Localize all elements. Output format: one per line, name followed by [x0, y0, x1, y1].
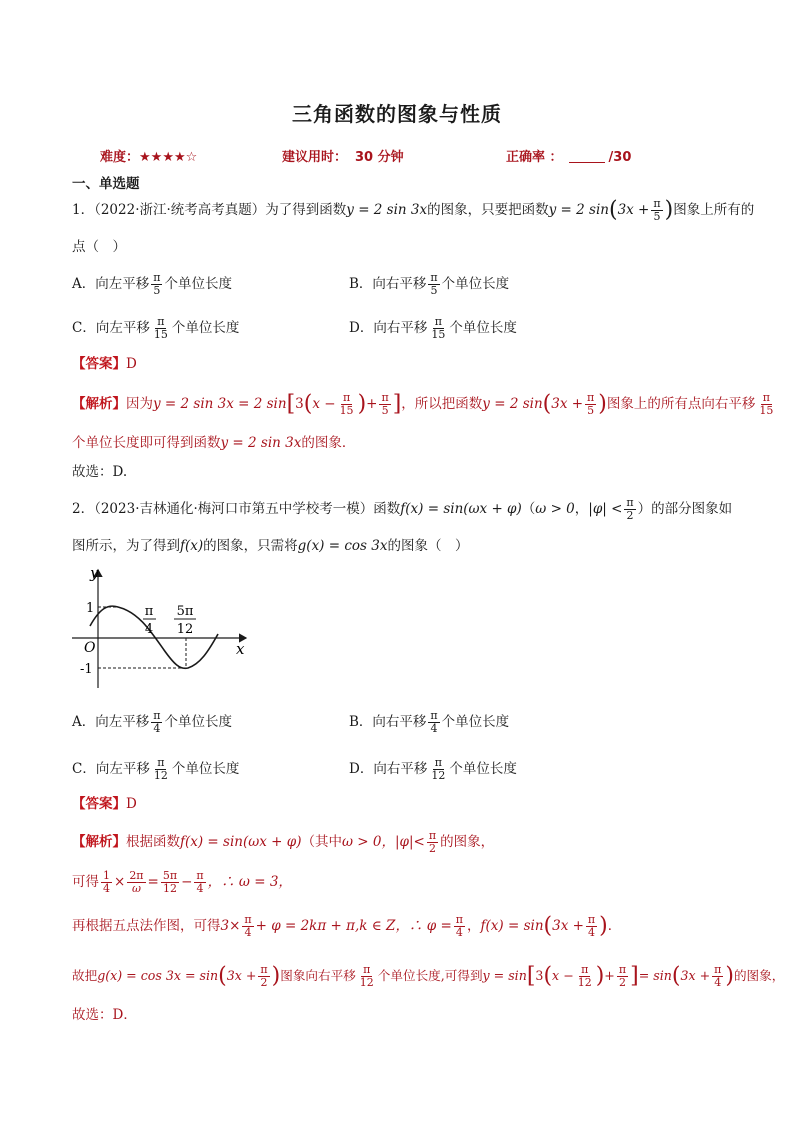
q1-analysis-line1 [72, 392, 777, 417]
frac-den: 4 [714, 976, 722, 989]
q2-sine-graph [68, 560, 258, 692]
frac-num: π [363, 963, 371, 976]
q2-analysis-line1 [72, 830, 494, 855]
q2-a2-frac2 [127, 870, 145, 895]
q1-a-lparen2: ( [542, 391, 552, 417]
option-frac [428, 710, 439, 735]
q2-a4-plus: + [604, 968, 615, 983]
option-num: π [430, 709, 438, 722]
option-label: A．向左平移 [72, 276, 150, 292]
q2-a4-3: 3 [535, 968, 544, 983]
option-den: 5 [430, 284, 438, 297]
q1-a-lbracket: [ [286, 391, 296, 417]
graph-neg-one: -1 [80, 662, 93, 677]
option-label: D．向右平移 [349, 320, 428, 336]
option-suffix: 个单位长度 [449, 761, 517, 777]
option-frac [152, 757, 170, 782]
graph-origin: O [84, 640, 96, 656]
q2-a2-res: ，∴ ω = 3， [207, 874, 292, 890]
q2-option-a[interactable] [72, 710, 232, 735]
q2-answer-value: D [126, 796, 137, 812]
q2-stem-frac [624, 497, 635, 522]
q2-a3-lparen: ( [543, 913, 553, 939]
q1-choose: 故选：D. [72, 464, 128, 480]
q2-a1-b: （其中 [301, 834, 342, 850]
option-frac [151, 710, 162, 735]
accuracy [506, 146, 631, 165]
frac-den: 15 [759, 404, 774, 417]
graph-y-label: y [90, 564, 99, 582]
q1-a-end: 图象上的所有点向右平移 [606, 396, 756, 412]
frac-den: 5 [587, 404, 595, 417]
q2-a3-b: ，∴ φ = [395, 918, 452, 934]
q2-a3-c: ， [467, 918, 481, 934]
frac-num: π [762, 391, 770, 404]
q2-a1-f: f(x) = sin(ωx + φ) [180, 834, 302, 850]
q2-stem-g: 的图象，只需将 [203, 538, 298, 554]
option-label: B．向右平移 [349, 714, 427, 730]
frac-den: 4 [196, 882, 204, 895]
frac-den: ω [131, 882, 141, 895]
frac-den: 12 [162, 882, 177, 895]
q1-rparen: ) [664, 197, 674, 223]
frac-den: 4 [244, 926, 252, 939]
q1-f2: y = 2 sin [548, 202, 609, 218]
q2-a2-frac1 [101, 870, 112, 895]
q2-stem-e: 图所示，为了得到 [72, 538, 180, 554]
q2-a2-minus: − [181, 874, 193, 890]
frac-den: 2 [260, 976, 268, 989]
option-suffix: 个单位长度 [171, 320, 240, 336]
q2-a1-c: ω > 0，|φ|< [341, 834, 425, 850]
q2-a3-rparen: ) [599, 913, 608, 939]
q2-stem-a: 2．（2023·吉林通化·梅河口市第五中学校考一模）函数 [72, 501, 401, 517]
page-title: 三角函数的图象与性质 [292, 102, 502, 126]
graph-one: 1 [86, 601, 95, 616]
q1-a-frac3 [585, 392, 596, 417]
q2-a2-frac3 [161, 870, 179, 895]
option-den: 4 [430, 722, 438, 735]
frac-den: 2 [428, 842, 436, 855]
q2-a4-lbracket: [ [526, 963, 536, 989]
q1-f2-frac-num: π [653, 197, 661, 210]
option-num: π [434, 756, 442, 769]
q2-a3-frac1 [242, 914, 253, 939]
q2-stem-h: 的图象（ ） [387, 538, 469, 554]
q1-f2-frac-den: 5 [653, 210, 661, 223]
q2-stem-b: （ [521, 501, 536, 517]
q1-a-lparen: ( [303, 391, 313, 417]
frac-num: 2π [129, 869, 144, 882]
q1-a-expr2: y = 2 sin [482, 396, 543, 412]
frac-num: π [618, 963, 627, 976]
frac-den: 5 [381, 404, 389, 417]
q2-a4-frac5 [712, 964, 723, 989]
option-num: π [434, 315, 442, 328]
q1-lparen: ( [608, 197, 618, 223]
q1-a-line2b: y = 2 sin 3x [220, 435, 302, 451]
suggested-time [282, 146, 404, 165]
frac-num: π [244, 913, 252, 926]
q2-a3-end: ． [607, 918, 622, 934]
graph-pi512-den: 12 [176, 622, 194, 637]
q2-a4-end: 的图象， [733, 968, 785, 983]
difficulty-label: 难度： [100, 150, 140, 165]
q2-stem-f: f(x) = sin(ωx + φ) [400, 501, 522, 517]
option-suffix: 个单位长度 [441, 276, 510, 292]
q1-answer-tag: 【答案】 [72, 356, 126, 372]
q2-a4-c: 个单位长度,可得到 [377, 968, 483, 983]
q2-answer [72, 793, 137, 815]
q2-a2-eq: = [147, 874, 159, 890]
q2-a2-text: 可得 [72, 874, 99, 890]
q1-analysis-tag: 【解析】 [72, 396, 126, 412]
q2-a4-lparen3: ( [671, 963, 681, 989]
q2-a3-f: f(x) = sin [480, 918, 544, 934]
q2-a4-rparen: ) [271, 963, 281, 989]
graph-pi512-num: 5π [176, 604, 194, 619]
q1-analysis-line2 [72, 432, 355, 454]
q1-a-frac1 [338, 392, 356, 417]
q1-f2-frac [651, 198, 662, 223]
q1-a-expr1: y = 2 sin 3x = 2 sin [153, 396, 287, 412]
q2-answer-tag: 【答案】 [72, 796, 126, 812]
option-den: 15 [431, 328, 446, 341]
frac-den: 4 [455, 926, 463, 939]
q1-a-line2a: 个单位长度即可得到函数 [72, 435, 221, 451]
q1-a-xminus: x − [312, 396, 336, 412]
frac-den: 4 [103, 882, 110, 895]
q2-a4-frac1 [258, 964, 269, 989]
q2-a4-eq: = sin [638, 968, 672, 983]
q2-a4-rbracket: ] [630, 963, 639, 989]
q1-f1: y = 2 sin 3x [346, 202, 428, 218]
q1-a-rparen2: ) [598, 391, 607, 417]
q1-stem-line1 [72, 198, 754, 223]
q2-a4-rparen2: ) [595, 963, 605, 989]
q1-answer [72, 353, 137, 375]
frac-num: 1 [103, 869, 110, 882]
q2-a2-frac4 [194, 870, 205, 895]
option-label: A．向左平移 [72, 714, 150, 730]
option-suffix: 个单位长度 [449, 320, 517, 336]
option-num: π [430, 271, 438, 284]
q1-a-plus: + [366, 396, 378, 412]
q2-analysis-line4 [72, 964, 784, 989]
option-den: 12 [431, 769, 446, 782]
graph-x-label: x [236, 640, 245, 658]
q1-option-b[interactable] [349, 272, 509, 297]
difficulty-stars: ★★★★☆ [139, 150, 198, 165]
q1-answer-value: D [126, 356, 137, 372]
q2-a1-frac [427, 830, 438, 855]
frac-num: π [626, 496, 634, 509]
q1-a-frac4 [757, 392, 775, 417]
frac-num: π [587, 913, 596, 926]
q1-a-inner: 3x + [551, 396, 584, 412]
frac-num: π [455, 913, 464, 926]
q2-stem-line1 [72, 497, 732, 522]
accuracy-label: 正确率 ： [506, 150, 563, 165]
sine-curve [90, 606, 218, 668]
accuracy-blank[interactable] [569, 150, 605, 163]
q1-a-mid: ，所以把函数 [401, 396, 483, 412]
q1-a-rbracket: ] [392, 391, 402, 417]
q1-f2-inner: 3x + [617, 202, 650, 218]
q2-stem-cond2: |φ| < [588, 501, 623, 517]
q2-a4-y: y = sin [482, 968, 527, 983]
q2-a4-frac4 [617, 964, 628, 989]
q2-a4-g: g(x) = cos 3x = sin [97, 968, 219, 983]
q1-option-c[interactable] [72, 316, 239, 341]
option-den: 12 [153, 769, 168, 782]
q2-a4-b: 图象向右平移 [280, 968, 356, 983]
frac-num: π [342, 391, 351, 404]
q1-option-d[interactable] [349, 316, 517, 341]
q1-a-rparen: ) [357, 391, 367, 417]
q1-stem-a: 1．（2022·浙江·统考高考真题）为了得到函数 [72, 202, 347, 218]
q2-a4-text: 故把 [72, 968, 98, 983]
q2-a3-frac3 [586, 914, 597, 939]
q2-a1-text: 根据函数 [126, 834, 180, 850]
q2-a2-times: × [114, 874, 126, 890]
option-den: 15 [153, 328, 168, 341]
q2-a3-expr2: + φ = 2kπ + π,k ∈ Z [255, 918, 396, 934]
option-suffix: 个单位长度 [441, 714, 510, 730]
frac-den: 4 [588, 926, 596, 939]
difficulty [100, 146, 197, 165]
option-num: π [157, 315, 165, 328]
q2-stem-c: ， [574, 501, 589, 517]
accuracy-total: /30 [608, 150, 632, 165]
q1-a-frac2 [379, 392, 390, 417]
q2-choose: 故选：D． [72, 1007, 137, 1023]
q2-a4-frac3 [576, 964, 594, 989]
frac-num: π [428, 829, 437, 842]
option-suffix: 个单位长度 [171, 761, 240, 777]
q2-a3-text: 再根据五点法作图，可得 [72, 918, 221, 934]
graph-pi4-num: π [144, 604, 154, 619]
graph-pi4-den: 4 [144, 622, 154, 637]
q1-stem-c: 图象上所有的 [673, 202, 755, 218]
q2-a3-expr1: 3× [220, 918, 241, 934]
q2-a4-frac2 [358, 964, 376, 989]
section-heading: 一、单选题 [72, 176, 140, 192]
option-suffix: 个单位长度 [164, 714, 232, 730]
q2-analysis-tag: 【解析】 [72, 834, 126, 850]
option-label: B．向右平移 [349, 276, 427, 292]
option-label: C．向左平移 [72, 320, 150, 336]
option-frac [152, 316, 170, 341]
option-frac [429, 757, 447, 782]
q1-a-because: 因为 [126, 396, 153, 412]
q2-a4-lparen: ( [218, 963, 227, 989]
q1-a-line2c: 的图象． [301, 435, 356, 451]
q2-a4-inner: 3x + [226, 968, 257, 983]
frac-den: 12 [577, 976, 592, 989]
q2-a3-frac2 [454, 914, 465, 939]
frac-num: π [581, 963, 589, 976]
time-value: 30 分钟 [355, 150, 404, 165]
q2-a4-rparen3: ) [725, 963, 734, 989]
q2-analysis-line3 [72, 914, 621, 939]
frac-den: 15 [339, 404, 354, 417]
q1-option-a[interactable] [72, 272, 232, 297]
frac-num: π [260, 963, 268, 976]
option-frac [151, 272, 162, 297]
frac-den: 2 [626, 509, 634, 522]
frac-num: π [714, 963, 722, 976]
option-label: C．向左平移 [72, 761, 150, 777]
q2-a1-d: 的图象， [440, 834, 495, 850]
frac-den: 12 [359, 976, 374, 989]
option-num: π [153, 271, 161, 284]
q2-a3-inner: 3x + [552, 918, 584, 934]
frac-num: π [587, 391, 595, 404]
frac-num: π [381, 391, 389, 404]
q2-analysis-line2 [72, 870, 292, 895]
q2-stem-fx: f(x) [180, 538, 204, 554]
option-frac [428, 272, 439, 297]
q1-a-3: 3 [295, 396, 304, 412]
option-label: D．向右平移 [349, 761, 428, 777]
q1-stem-b: 的图象，只要把函数 [427, 202, 549, 218]
frac-den: 2 [618, 976, 626, 989]
q2-option-c[interactable] [72, 757, 239, 782]
frac-num: π [196, 869, 204, 882]
q2-option-d[interactable] [349, 757, 517, 782]
option-num: π [157, 756, 165, 769]
option-frac [429, 316, 447, 341]
q2-stem-gx: g(x) = cos 3x [297, 538, 388, 554]
option-den: 5 [153, 284, 161, 297]
q2-stem-d: ）的部分图象如 [637, 501, 733, 517]
time-label: 建议用时： [282, 150, 348, 165]
q2-a4-xminus: x − [552, 968, 574, 983]
frac-num: 5π [162, 869, 178, 882]
q2-option-b[interactable] [349, 710, 509, 735]
option-num: π [153, 709, 161, 722]
q2-a4-lparen2: ( [543, 963, 553, 989]
q2-a4-inner2: 3x + [680, 968, 711, 983]
q2-stem-cond1: ω > 0 [535, 501, 575, 517]
q1-stem-d: 点（ ） [72, 239, 126, 255]
option-den: 4 [153, 722, 161, 735]
option-suffix: 个单位长度 [164, 276, 232, 292]
q2-stem-line2 [72, 535, 468, 557]
